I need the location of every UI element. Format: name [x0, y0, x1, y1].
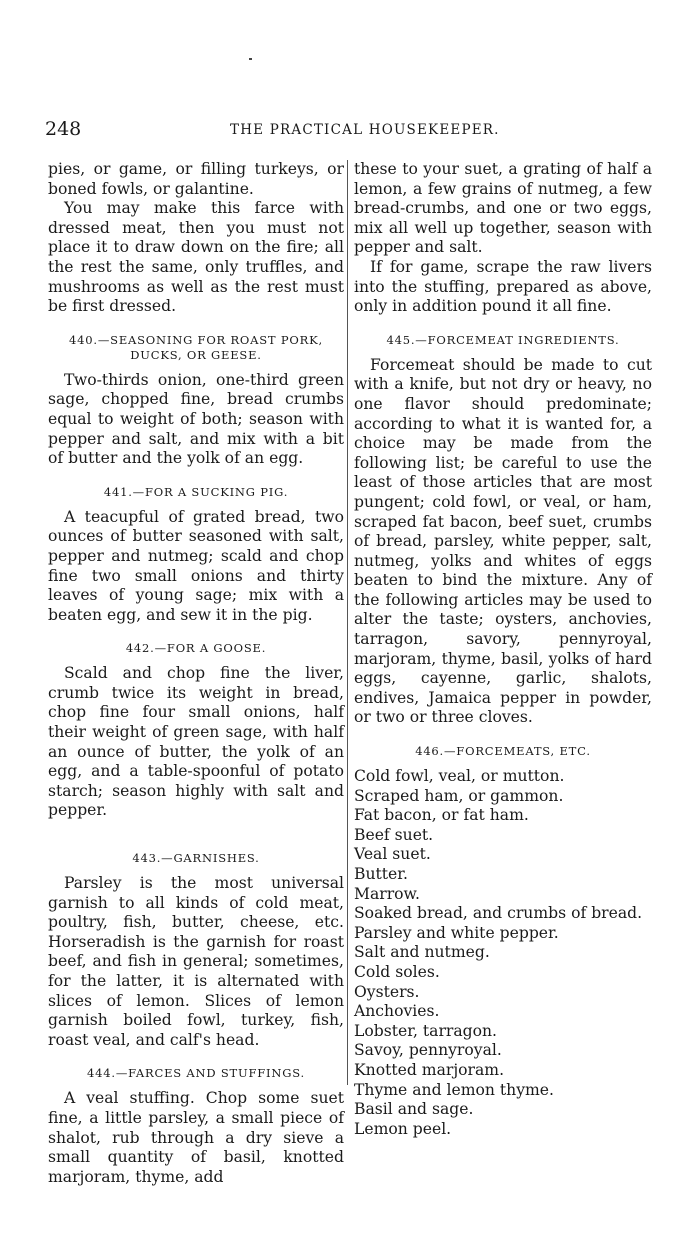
list-item: Soaked bread, and crumbs of bread. — [354, 904, 643, 923]
paragraph: Forcemeat should be made to cut with a knife, but not dry or heavy, no one flavor should predominate; according to what it is wanted for, a choice may be made from the following list; be careful to use the least of those articles that are most pungent; cold fowl, or veal, or ham, scraped fat bacon, beef suet, crumbs of bread, parsley, white pepper, salt, nutmeg, yolks and whites of eggs beaten to bind the mixture. Any of the following articles may be used to alter the taste; oysters, anchovies, tarragon, savory, pennyroyal, marjoram, thyme, basil, yolks of hard eggs, cayenne, garlic, shalots, endives, Jamaica pepper in powder, or two or three cloves. — [354, 355, 652, 727]
paragraph: A veal stuffing. Chop some suet fine, a little parsley, a small piece of shalot, rub through a dry sieve a small quantity of basil, knotted marjoram, thyme, add — [48, 1089, 344, 1186]
paragraph: Two-thirds onion, one-third green sage, chopped fine, bread crumbs equal to weight of both; season with pepper and salt, and mix with a bit of butter and the yolk of an egg. — [48, 370, 344, 468]
paragraph: pies, or game, or filling turkeys, or boned fowls, or galantine. — [48, 160, 344, 198]
paragraph: A teacupful of grated bread, two ounces of butter seasoned with salt, pepper and nutmeg; scald and chop fine two small onions and thirty leaves of young sage; mix with a beaten egg, and sew it in the pig. — [48, 507, 344, 624]
forcemeat-list — [354, 767, 652, 1139]
paragraph: If for game, scrape the raw livers into the stuffing, prepared as above, only in addition pound it all fine. — [354, 257, 652, 316]
list-item: Lemon peel. — [354, 1119, 452, 1138]
list-item: Butter. — [354, 865, 408, 883]
section-heading-440: 440.—SEASONING FOR ROAST PORK, DUCKS, OR GEESE. — [69, 332, 323, 362]
paragraph: You may make this farce with dressed meat, then you must not place it to draw down on the fire; all the rest the same, only truffles, and mushrooms as well as the rest must be first dressed. — [48, 199, 344, 316]
list-item: Thyme and lemon thyme. — [354, 1080, 554, 1099]
list-item: Cold fowl, veal, or mutton. — [354, 767, 565, 786]
list-item: Savoy, pennyroyal. — [354, 1041, 502, 1060]
section-heading-441: 441.—FOR A SUCKING PIG. — [103, 484, 289, 499]
list-item: Cold soles. — [354, 962, 440, 981]
list-item: Beef suet. — [354, 825, 434, 844]
list-item: Lobster, tarragon. — [354, 1021, 498, 1040]
print-speck — [249, 58, 252, 60]
list-item: Parsley and white pepper. — [354, 923, 559, 942]
running-title: THE PRACTICAL HOUSEKEEPER. — [230, 122, 500, 138]
section-heading-442: 442.—FOR A GOOSE. — [125, 641, 267, 656]
paragraph: Scald and chop fine the liver, crumb twice its weight in bread, chop fine four small onions, half their weight of green sage, with half an ounce of butter, the yolk of an egg, and a table-spoonful of potato starch; season highly with salt and pepper. — [48, 664, 344, 820]
section-heading-443: 443.—GARNISHES. — [132, 851, 260, 866]
left-column — [48, 160, 344, 1187]
page-number: 248 — [45, 118, 82, 140]
paragraph: Parsley is the most universal garnish to all kinds of cold meat, poultry, fish, butter, cheese, etc. Horseradish is the garnish for roast beef, and fish in general; sometimes, for the latter, it is alternated with slices of lemon. Slices of lemon garnish boiled fowl, turkey, fish, roast veal, and calf's head. — [48, 874, 344, 1049]
section-heading-446: 446.—FORCEMEATS, ETC. — [415, 744, 591, 759]
list-item: Veal suet. — [354, 845, 431, 864]
list-item: Scraped ham, or gammon. — [354, 786, 564, 805]
section-heading-444: 444.—FARCES AND STUFFINGS. — [87, 1066, 305, 1081]
list-item: Anchovies. — [354, 1002, 440, 1021]
column-divider — [347, 160, 348, 1085]
page-header — [40, 112, 665, 142]
list-item: Knotted marjoram. — [354, 1060, 505, 1079]
section-heading-445: 445.—FORCEMEAT INGREDIENTS. — [386, 332, 620, 347]
list-item: Marrow. — [354, 884, 421, 903]
list-item: Basil and sage. — [354, 1100, 474, 1119]
list-item: Salt and nutmeg. — [354, 943, 490, 962]
right-column — [354, 160, 652, 1139]
paragraph: these to your suet, a grating of half a lemon, a few grains of nutmeg, a few bread-crumbs, and one or two eggs, mix all well up together, season with pepper and salt. — [354, 160, 652, 257]
list-item: Fat bacon, or fat ham. — [354, 806, 529, 825]
list-item: Oysters. — [354, 982, 420, 1001]
